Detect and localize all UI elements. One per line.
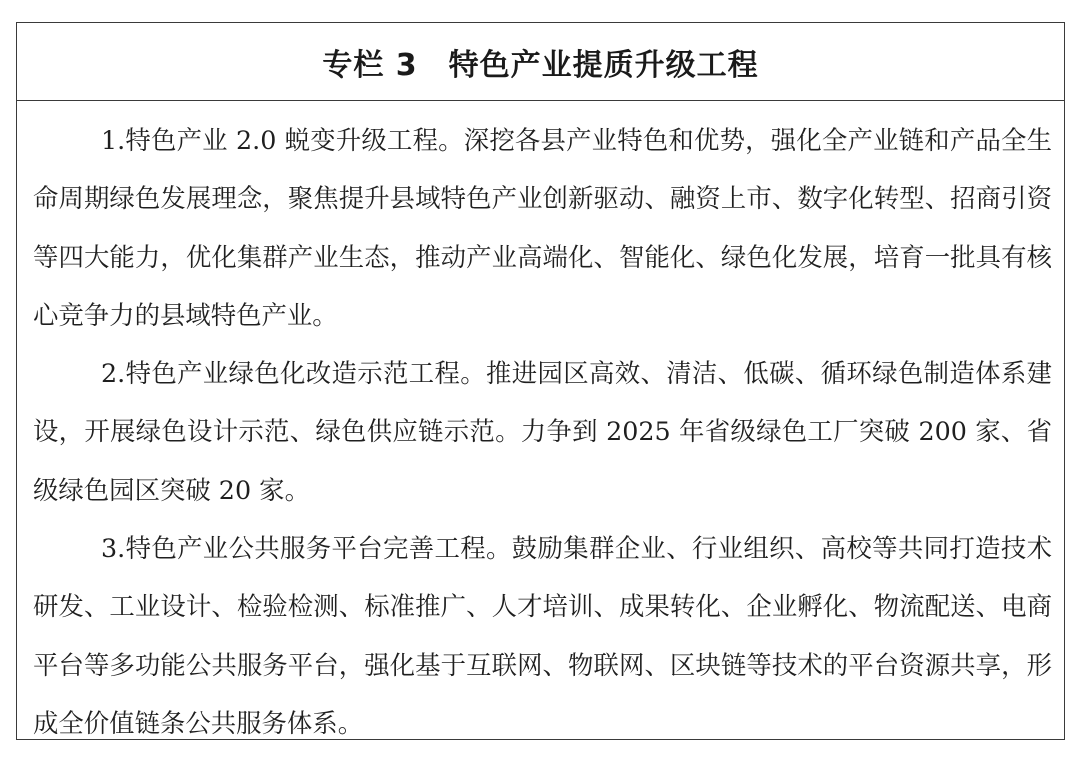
- paragraph-3: 3.特色产业公共服务平台完善工程。鼓励集群企业、行业组织、高校等共同打造技术研发、工业设计、检验检测、标准推广、人才培训、成果转化、企业孵化、物流配送、电商平台等多功能公共服务平台，强化基于互联网、物联网、区块链等技术的平台资源共享，形成全价值链条公共服务体系。: [33, 533, 1052, 738]
- paragraph-2: 2.特色产业绿色化改造示范工程。推进园区高效、清洁、低碳、循环绿色制造体系建设，开展绿色设计示范、绿色供应链示范。力争到 2025 年省级绿色工厂突破 200 家、省级绿色园区突破 20 家。: [33, 358, 1052, 505]
- column-body: [17, 101, 1064, 752]
- column-title: 专栏 3 特色产业提质升级工程: [322, 47, 759, 83]
- paragraph-1: 1.特色产业 2.0 蜕变升级工程。深挖各县产业特色和优势，强化全产业链和产品全生命周期绿色发展理念，聚焦提升县域特色产业创新驱动、融资上市、数字化转型、招商引资等四大能力，优化集群产业生态，推动产业高端化、智能化、绿色化发展，培育一批具有核心竞争力的县域特色产业。: [33, 125, 1052, 330]
- column-box: [16, 22, 1065, 740]
- column-header: [17, 23, 1064, 101]
